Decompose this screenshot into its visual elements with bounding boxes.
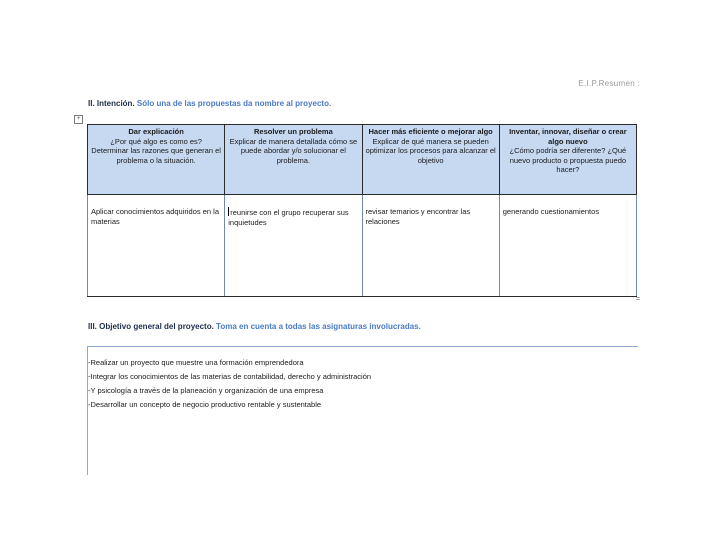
cell-text: reunirse con el grupo recuperar sus inquietudes: [228, 208, 349, 227]
section-objective-title: III. Objetivo general del proyecto.: [88, 322, 214, 331]
header-cell-improve: [362, 125, 499, 195]
cell-text: generando cuestionamientos: [502, 207, 600, 216]
list-item: -Y psicología a través de la planeación y organización de una empresa: [88, 386, 324, 395]
objective-list: [88, 356, 371, 412]
intention-table: [87, 124, 637, 297]
table-header-row: [88, 125, 637, 195]
cell-text: Aplicar conocimientos adquiridos en la materias: [91, 207, 219, 226]
content-cell-explain[interactable]: [88, 195, 225, 297]
header-heading: Resolver un problema: [253, 127, 333, 136]
cell-text: revisar temarios y encontrar las relaciones: [365, 207, 471, 226]
section-intention-subtitle: Sólo una de las propuestas da nombre al proyecto.: [136, 99, 332, 108]
content-cell-solve[interactable]: [225, 195, 362, 297]
table-move-handle-icon[interactable]: +: [74, 115, 83, 124]
header-cell-solve: [225, 125, 362, 195]
table-row: [88, 195, 637, 297]
header-heading: Dar explicación: [128, 127, 184, 136]
table-end-mark: =: [636, 296, 641, 303]
content-cell-innovate[interactable]: [499, 195, 636, 297]
list-item: -Realizar un proyecto que muestre una formación emprendedora: [88, 358, 304, 367]
header-heading: Hacer más eficiente o mejorar algo: [368, 127, 493, 136]
header-description: Explicar de manera detallada cómo se puede abordar y/o solucionar el problema.: [229, 136, 358, 165]
section-intention-heading: [88, 99, 331, 108]
header-cell-explain: [88, 125, 225, 195]
header-description: ¿Cómo podría ser diferente? ¿Qué nuevo producto o propuesta puedo hacer?: [509, 146, 627, 174]
header-description: Explicar de qué manera se pueden optimizar los procesos para alcanzar el objetivo: [365, 136, 496, 165]
list-item: -Desarrollar un concepto de negocio productivo rentable y sustentable: [88, 400, 322, 409]
header-heading: Inventar, innovar, diseñar o crear algo nuevo: [509, 127, 627, 146]
header-description: ¿Por qué algo es como es? Determinar las razones que generan el problema o la situación.: [91, 136, 221, 165]
list-item: -Integrar los conocimientos de las materias de contabilidad, derecho y administración: [88, 372, 372, 381]
section-objective-heading: [88, 322, 421, 331]
header-cell-innovate: [499, 125, 636, 195]
section-objective-subtitle: Toma en cuenta a todas las asignaturas involucradas.: [216, 322, 421, 331]
section-intention-title: II. Intención.: [88, 99, 135, 108]
document-tag: E.I.P.Resumen :: [578, 79, 640, 88]
content-cell-improve[interactable]: [362, 195, 499, 297]
